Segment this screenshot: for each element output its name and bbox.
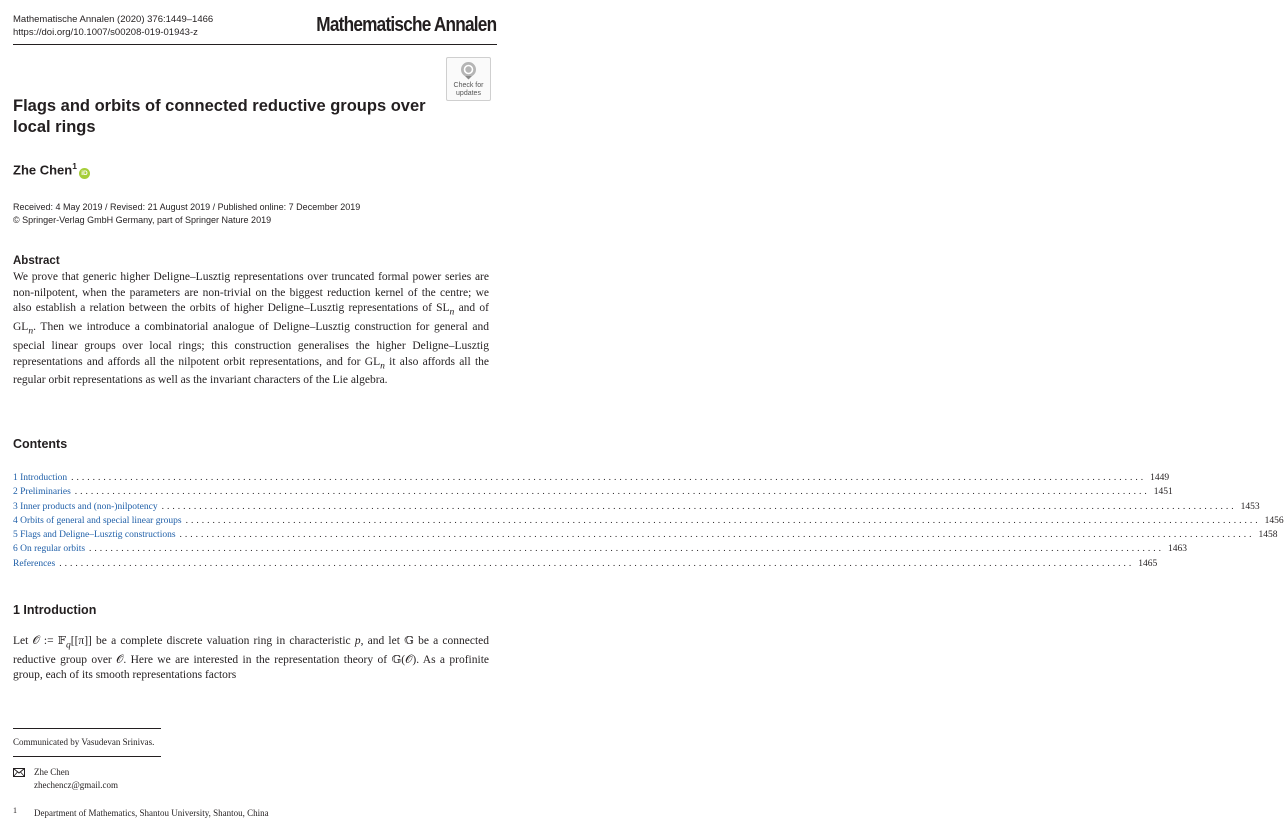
communicated-by: Communicated by Vasudevan Srinivas.	[13, 737, 155, 747]
abstract-text: We prove that generic higher Deligne–Lusztig representations over truncated formal power series are non-nilpotent, when the parameters are non-trivial on the biggest reduction kernel of the centre; we also establish a relation between the orbits of higher Deligne–Lusztig representations of $SL_n$ and of $GL_n$. Then we introduce a combinatorial analogue of Deligne–Lusztig construction for general and special linear groups over local rings; this construction generalises the higher Deligne–Lusztig representations and affords all the nilpotent orbit representations, and for $GL_n$ it also affords all the regular orbit representations as well as the invariant characters of the Lie algebra.	[13, 271, 489, 387]
affiliation-text: Department of Mathematics, Shantou University, Shantou, China	[34, 808, 269, 818]
toc-leader-dots: ........................................................................................................................................................................................................	[59, 558, 1135, 569]
publication-dates	[13, 201, 483, 227]
header-citation-block	[13, 13, 213, 39]
toc-leader-dots: ........................................................................................................................................................................................................	[71, 473, 1147, 483]
toc-item[interactable]	[13, 514, 1284, 528]
toc-item[interactable]	[13, 557, 1158, 571]
contents-heading: Contents	[13, 437, 68, 451]
contact-email-link[interactable]: zhechencz@gmail.com	[34, 780, 118, 790]
citation-line: Mathematische Annalen (2020) 376:1449–1466	[13, 14, 214, 25]
toc-item-label[interactable]: References	[13, 558, 56, 569]
author-line	[13, 161, 90, 179]
copyright-line: © Springer-Verlag GmbH Germany, part of Springer Nature 2019	[13, 215, 272, 225]
affiliation-mark: 1	[72, 161, 77, 171]
toc-item-label[interactable]: 3 Inner products and (non-)nilpotency	[13, 501, 158, 512]
footnote-rule	[13, 728, 161, 729]
doi-link[interactable]: https://doi.org/10.1007/s00208-019-01943-z	[13, 27, 198, 38]
check-for-updates-icon	[460, 61, 477, 80]
toc-item-label[interactable]: 2 Preliminaries	[13, 487, 71, 498]
abstract-heading: Abstract	[13, 255, 60, 267]
check-for-updates-label: Check for updates	[453, 82, 484, 97]
toc-item-page: 1453	[1240, 501, 1260, 512]
toc-leader-dots: ........................................................................................................................................................................................................	[74, 487, 1150, 498]
orcid-icon[interactable]: iD	[79, 168, 90, 179]
toc-item-page: 1465	[1138, 558, 1158, 569]
toc-leader-dots: ........................................................................................................................................................................................................	[89, 544, 1165, 555]
toc-item[interactable]	[13, 500, 1260, 514]
toc-item[interactable]	[13, 528, 1278, 542]
toc-item-label[interactable]: 6 On regular orbits	[13, 544, 86, 555]
toc-item[interactable]	[13, 485, 1173, 499]
toc-leader-dots: ........................................................................................................................................................................................................	[185, 515, 1261, 526]
footnote-rule	[13, 756, 161, 757]
history-dates: Received: 4 May 2019 / Revised: 21 August 2019 / Published online: 7 December 2019	[13, 202, 361, 212]
header-rule	[13, 44, 497, 45]
toc-leader-dots: ........................................................................................................................................................................................................	[161, 501, 1237, 512]
toc-item-page: 1456	[1264, 515, 1284, 526]
toc-leader-dots: ........................................................................................................................................................................................................	[179, 530, 1255, 541]
contact-name: Zhe Chen	[34, 767, 70, 777]
affiliation-number: 1	[13, 806, 17, 815]
check-for-updates-badge[interactable]	[446, 57, 491, 101]
toc-item-page: 1458	[1258, 530, 1278, 541]
table-of-contents	[13, 471, 1284, 571]
toc-item[interactable]	[13, 542, 1188, 556]
toc-item-page: 1449	[1150, 473, 1170, 483]
toc-item-page: 1451	[1153, 487, 1173, 498]
section-heading-introduction: 1 Introduction	[13, 603, 97, 617]
toc-item-label[interactable]: 5 Flags and Deligne–Lusztig constructions	[13, 530, 176, 541]
toc-item-label[interactable]: 1 Introduction	[13, 473, 68, 483]
introduction-text: Let 𝒪 := 𝔽$_q$[[π]] be a complete discrete valuation ring in characteristic p, and let 𝔾 be a connected reductive group over 𝒪. Here we are interested in the representation theory of 𝔾(𝒪). As a profinite group, each of its smooth representations factors	[13, 635, 490, 682]
toc-item[interactable]	[13, 471, 1170, 485]
envelope-icon	[13, 768, 25, 777]
journal-name: Mathematische Annalen	[315, 14, 496, 36]
toc-item-label[interactable]: 4 Orbits of general and special linear groups	[13, 515, 182, 526]
author-name: Zhe Chen	[13, 162, 73, 178]
paper-title: Flags and orbits of connected reductive groups over local rings	[13, 97, 426, 136]
toc-item-page: 1463	[1168, 544, 1188, 555]
